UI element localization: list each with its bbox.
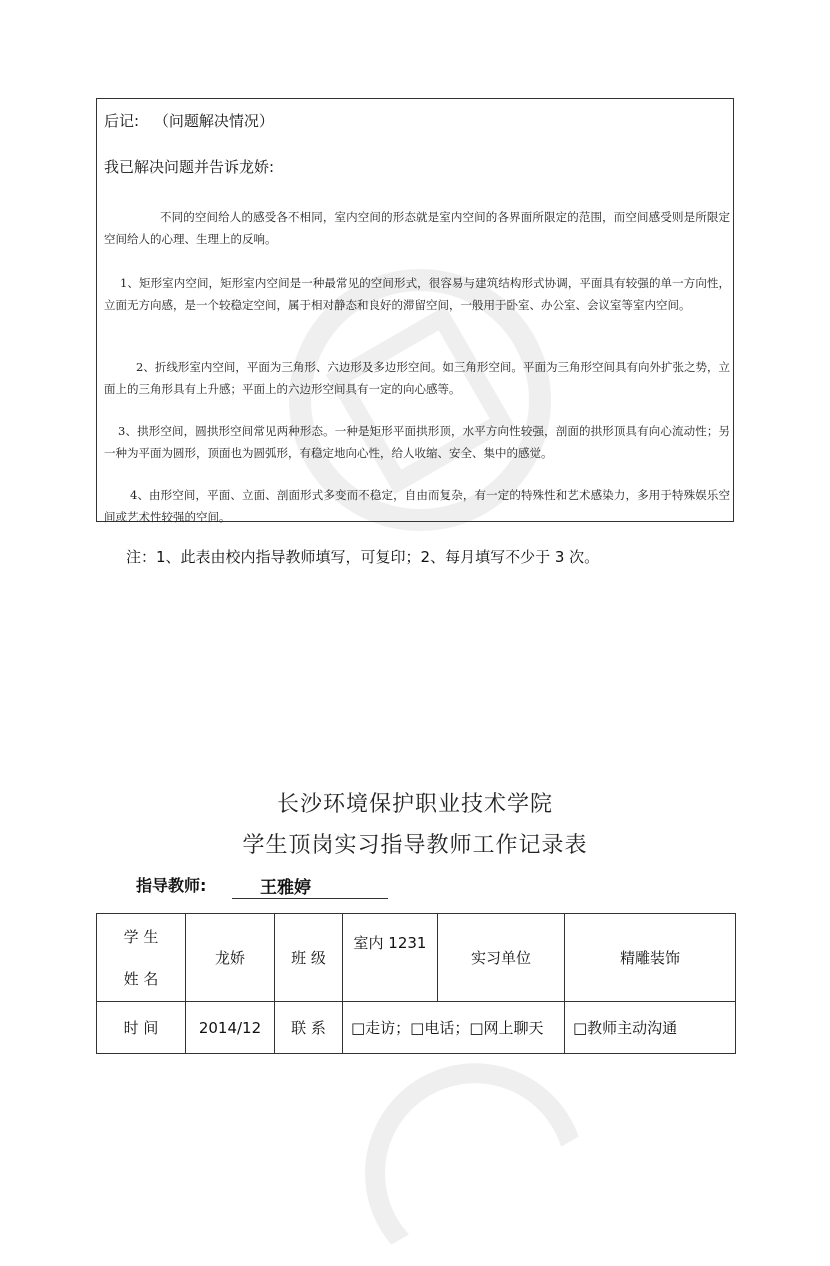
- table-row: [97, 914, 736, 1002]
- resolved-line: 我已解决问题并告诉龙娇:: [104, 158, 275, 176]
- student-label-line2: 姓 名: [123, 969, 159, 988]
- footnote: 注：1、此表由校内指导教师填写，可复印；2、每月填写不少于 3 次。: [126, 548, 600, 566]
- contact-extra-cell: □教师主动沟通: [565, 1002, 736, 1054]
- paragraph-arch: 3、拱形空间，圆拱形空间常见两种形态。一种是矩形平面拱形顶，水平方向性较强，剖面的拱形顶具有向心流动性；另一种为平面为圆形，顶面也为圆弧形，有稳定地向心性，给人收缩、安全、集中的感觉。: [104, 424, 730, 460]
- student-label-cell: [97, 914, 186, 1002]
- class-label-cell: 班 级: [275, 914, 343, 1002]
- paragraph-intro: 不同的空间给人的感受各不相同，室内空间的形态就是室内空间的各界面所限定的范围，而空间感受则是所限定空间给人的心理、生理上的反响。: [104, 210, 730, 246]
- time-value-cell: 2014/12: [186, 1002, 275, 1054]
- table-row: [97, 1002, 736, 1054]
- advisor-label: 指导教师:: [136, 876, 207, 895]
- contact-label-cell: 联 系: [275, 1002, 343, 1054]
- advisor-name: 王雅婷: [232, 873, 388, 899]
- contact-options-cell: □走访；□电话；□网上聊天: [343, 1002, 565, 1054]
- postscript-label: 后记:: [104, 112, 140, 130]
- time-label-cell: 时 间: [97, 1002, 186, 1054]
- form-title: 学生顶岗实习指导教师工作记录表: [242, 833, 588, 858]
- postscript-subtitle: （问题解决情况）: [153, 112, 274, 130]
- paragraph-polyline: 2、折线形室内空间，平面为三角形、六边形及多边形空间。如三角形空间。平面为三角形空间具有向外扩张之势，立面上的三角形具有上升感；平面上的六边形空间具有一定的向心感等。: [104, 360, 730, 396]
- student-name-cell: 龙娇: [186, 914, 275, 1002]
- class-value-cell: 室内 1231: [343, 914, 438, 1002]
- info-table: [96, 913, 736, 1054]
- unit-value-cell: 精雕装饰: [565, 914, 736, 1002]
- paragraph-rectangular: 1、矩形室内空间，矩形室内空间是一种最常见的空间形式，很容易与建筑结构形式协调，平面具有较强的单一方向性，立面无方向感，是一个较稳定空间，属于相对静态和良好的滞留空间，一般用于卧室、办公室、会议室等室内空间。: [104, 276, 730, 312]
- student-label-line1: 学 生: [123, 927, 159, 946]
- unit-label-cell: 实习单位: [438, 914, 565, 1002]
- paragraph-free-form: 4、由形空间，平面、立面、剖面形式多变而不稳定，自由而复杂，有一定的特殊性和艺术感染力，多用于特殊娱乐空间或艺术性较强的空间。: [104, 488, 730, 524]
- postscript-heading: [104, 110, 274, 131]
- college-title: 长沙环境保护职业技术学院: [276, 792, 553, 817]
